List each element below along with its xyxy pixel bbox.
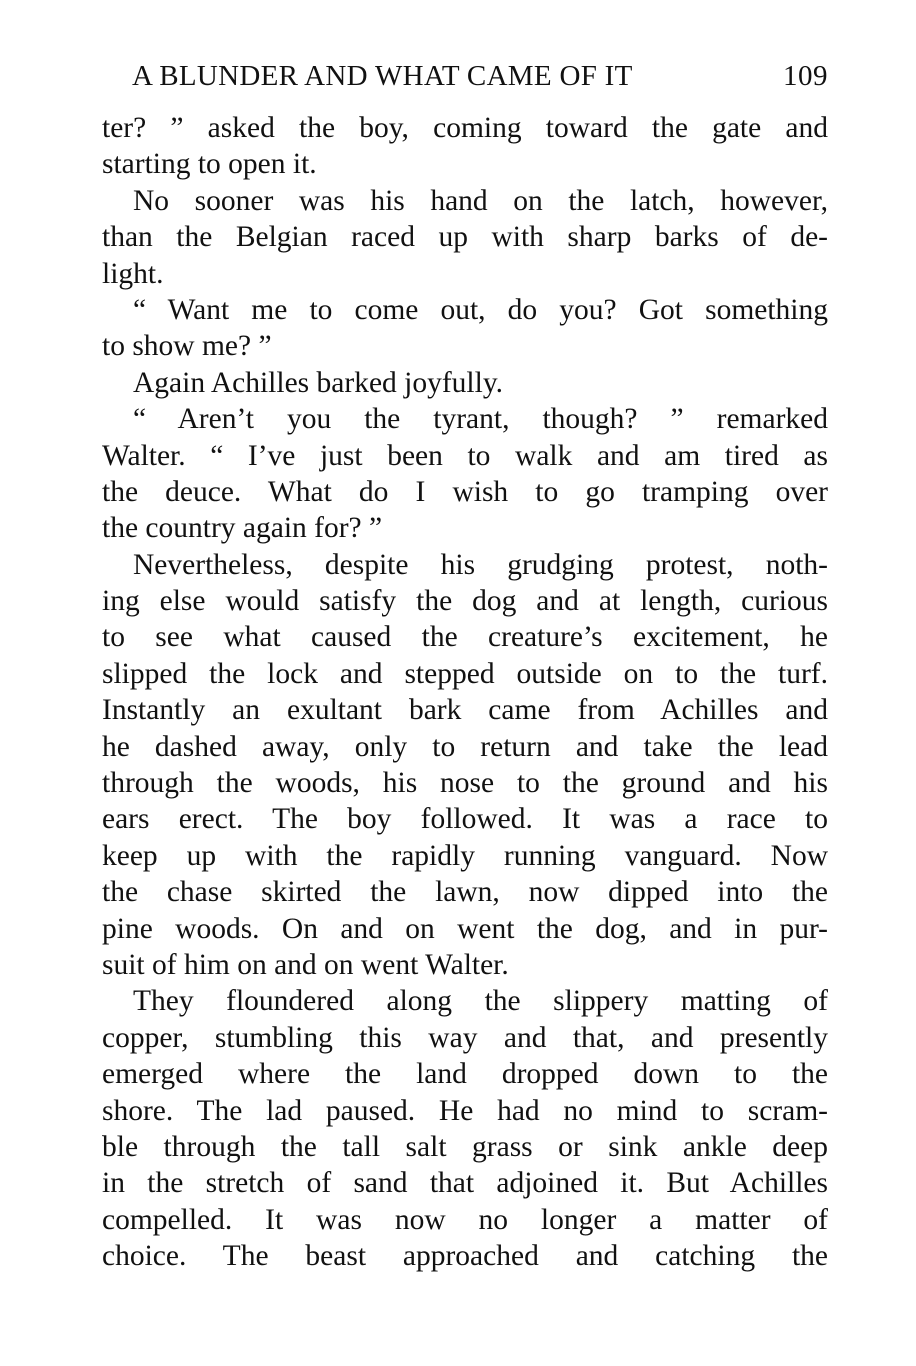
text-line: he dashed away, only to return and take the lead	[102, 730, 828, 763]
text-line: the deuce. What do I wish to go tramping over	[102, 475, 828, 508]
text-line: choice. The beast approached and catching the	[102, 1240, 828, 1273]
text-line: copper, stumbling this way and that, and presently	[102, 1021, 828, 1054]
text-line: through the woods, his nose to the ground and his	[102, 767, 828, 800]
text-line: ble through the tall salt grass or sink ankle deep	[102, 1130, 828, 1163]
text-line: keep up with the rapidly running vanguard. Now	[102, 839, 828, 872]
text-line: to see what caused the creature’s excitement, he	[102, 621, 828, 654]
text-line: starting to open it.	[102, 148, 317, 181]
text-line: the chase skirted the lawn, now dipped into the	[102, 876, 828, 909]
text-line: shore. The lad paused. He had no mind to scram-	[102, 1094, 828, 1127]
text-line: They floundered along the slippery matting of	[133, 985, 828, 1018]
text-line: ter? ” asked the boy, coming toward the gate and	[102, 112, 828, 144]
page-number: 109	[783, 60, 828, 92]
text-line: in the stretch of sand that adjoined it. But Achilles	[102, 1167, 828, 1200]
text-line: than the Belgian raced up with sharp barks of de-	[102, 221, 828, 254]
text-line: No sooner was his hand on the latch, however,	[133, 184, 828, 217]
chapter-title: A BLUNDER AND WHAT CAME OF IT	[132, 60, 633, 92]
text-line: slipped the lock and stepped outside on to the turf.	[102, 657, 828, 690]
text-line: “ Aren’t you the tyrant, though? ” remarked	[133, 403, 828, 436]
running-head	[132, 56, 828, 96]
text-line: the country again for? ”	[102, 512, 383, 545]
text-line: emerged where the land dropped down to the	[102, 1058, 828, 1091]
text-line: Instantly an exultant bark came from Achilles and	[102, 694, 828, 727]
text-line: Nevertheless, despite his grudging protest, noth-	[133, 548, 828, 581]
text-line: compelled. It was now no longer a matter of	[102, 1203, 828, 1236]
text-line: Again Achilles barked joyfully.	[133, 366, 504, 399]
text-line: pine woods. On and on went the dog, and in pur-	[102, 912, 828, 945]
text-line: “ Want me to come out, do you? Got something	[133, 293, 828, 326]
body-text	[102, 110, 828, 1275]
text-line: Walter. “ I’ve just been to walk and am tired as	[102, 439, 828, 472]
text-line: suit of him on and on went Walter.	[102, 948, 509, 981]
text-line: to show me? ”	[102, 330, 272, 363]
text-line: ears erect. The boy followed. It was a race to	[102, 803, 828, 836]
text-line: ing else would satisfy the dog and at length, curious	[102, 585, 828, 618]
text-line: light.	[102, 257, 164, 290]
book-page	[102, 56, 828, 1275]
